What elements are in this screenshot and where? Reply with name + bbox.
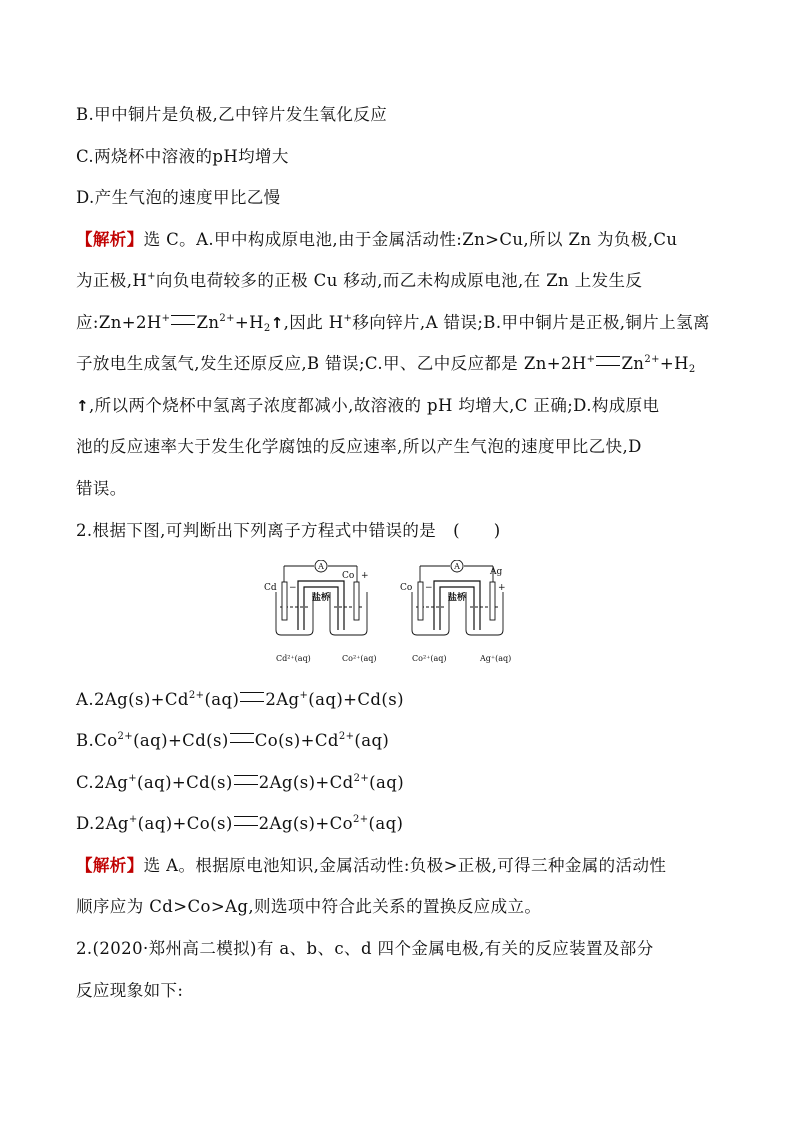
analysis-line: 应:Zn+2H+ $Zn^{2+}+H_2↑$,因此 H+移向锌片,A 错误;B.甲中铜片是正极,铜片上氢离 [76,313,710,334]
analysis-line: 【解析】选 A。根据原电池知识,金属活动性:负极>正极,可得三种金属的活动性 [76,856,667,875]
equals-sign [171,315,195,325]
minus-sign: − [289,583,297,593]
electrode-label-co: Co [342,571,355,581]
plus-sign: + [361,571,369,581]
solution-label: Co²⁺(aq) [342,654,377,663]
question-stem: 2.(2020·郑州高二模拟)有 a、b、c、d 四个金属电极,有关的反应装置及部分 [76,939,654,958]
solution-label: Co²⁺(aq) [412,654,447,663]
gas-arrow-icon: ↑ [76,397,89,415]
equals-sign [230,733,254,743]
galvanic-cells-diagram [262,560,526,670]
option-d-text: D.产生气泡的速度甲比乙慢 [76,188,281,207]
analysis-line: 【解析】选 C。A.甲中构成原电池,由于金属活动性:Zn>Cu,所以 Zn 为负极,Cu [76,230,678,249]
analysis-line: 池的反应速率大于发生化学腐蚀的反应速率,所以产生气泡的速度甲比乙快,D [76,437,642,456]
gas-arrow-icon: ↑ [270,314,284,332]
plus-sign: + [498,583,506,593]
ammeter-label: A [318,562,324,571]
ammeter-label: A [454,562,460,571]
option-c-text: C.两烧杯中溶液的pH均增大 [76,147,289,166]
analysis-line: 错误。 [76,479,127,498]
equals-sign [240,692,264,702]
question-stem: 2.根据下图,可判断出下列离子方程式中错误的是 ( ) [76,521,501,540]
salt-bridge-label: 盐桥 [447,593,467,603]
electrode-label-co: Co [400,583,413,593]
equals-sign [596,356,620,366]
analysis-tag: 【解析】 [76,856,144,875]
analysis-line: 顺序应为 Cd>Co>Ag,则选项中符合此关系的置换反应成立。 [76,897,542,916]
option-c-equation: C.2Ag+(aq)+Cd(s) $2Ag(s)+Cd^{2+}(aq)$ [76,773,405,792]
electrode-label-cd: Cd [264,583,277,593]
option-b-text: B.甲中铜片是负极,乙中锌片发生氧化反应 [76,105,388,124]
equals-sign [234,816,258,826]
option-b-equation: $B.Co^{2+}(aq)+Cd(s)$ $Co(s)+Cd^{2+}(aq)$ [76,731,390,750]
analysis-line: ↑,所以两个烧杯中氢离子浓度都减小,故溶液的 pH 均增大,C 正确;D.构成原电 [76,396,660,415]
option-d-equation: D.2Ag+(aq)+Co(s) $2Ag(s)+Co^{2+}(aq)$ [76,814,404,833]
electrode-label-ag: Ag [490,567,503,577]
question-stem: 反应现象如下: [76,981,184,1000]
minus-sign: − [425,583,433,593]
solution-label: Ag⁺(aq) [480,654,512,663]
solution-label: Cd²⁺(aq) [276,654,311,663]
option-a-equation: $A.2Ag(s)+Cd^{2+}(aq)$ 2Ag+(aq)+Cd(s) [76,690,404,709]
salt-bridge-label: 盐桥 [311,593,331,603]
analysis-line: 为正极,H+向负电荷较多的正极 Cu 移动,而乙未构成原电池,在 Zn 上发生反 [76,271,643,290]
analysis-tag: 【解析】 [76,230,144,249]
analysis-line: 子放电生成氢气,发生还原反应,B 错误;C.甲、乙中反应都是 Zn+2H+ $Zn^{2+}+H_2$ [76,354,696,375]
galvanic-cell-figure [262,560,526,670]
equals-sign [234,775,258,785]
